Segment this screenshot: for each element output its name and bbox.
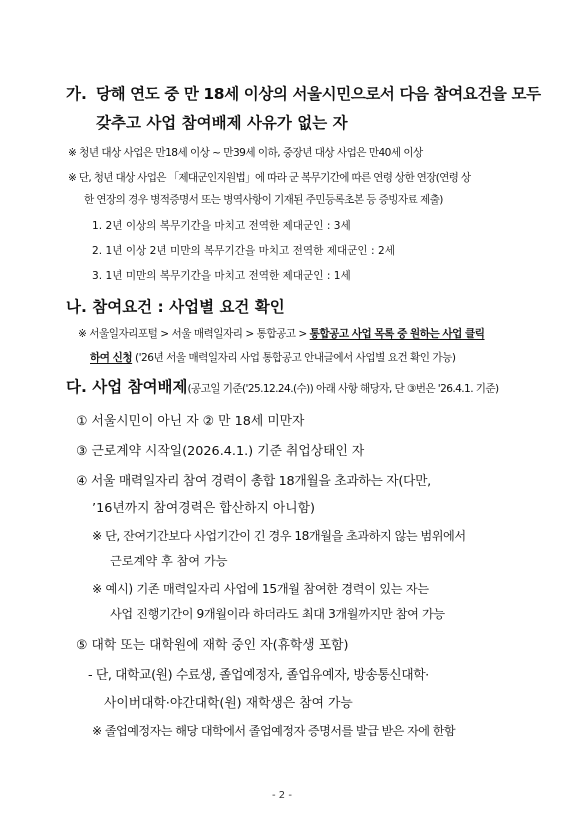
note-military-line2: 한 연장의 경우 병적증명서 또는 병역사항이 기재된 주민등록초본 등 증빙자료 제출): [84, 194, 443, 206]
section-da-title-bold: 다. 사업 참여배제: [66, 378, 188, 396]
military-item-2: 2. 1년 이상 2년 미만의 복무기간을 마치고 전역한 제대군인 : 2세: [92, 245, 395, 257]
apply-instruction-bold: 통합공고 사업 목록 중 원하는 사업 클릭: [309, 328, 485, 340]
portal-path: ※ 서울일자리포털 > 서울 매력일자리 > 통합공고 >: [78, 328, 310, 340]
item5-sub-line1: - 단, 대학교(원) 수료생, 졸업예정자, 졸업유예자, 방송통신대학·: [88, 668, 429, 683]
item5-sub-line2: 사이버대학·야간대학(원) 재학생은 참여 가능: [104, 696, 353, 711]
apply-note-suffix: ('26년 서울 매력일자리 사업 통합공고 안내글에서 사업별 요건 확인 가능): [132, 352, 456, 364]
item4-note1-line2: 근로계약 후 참여 가능: [110, 554, 228, 568]
section-ga-line1: 당해 연도 중 만 18세 이상의 서울시민으로서 다음 참여요건을 모두: [96, 85, 541, 103]
item5-note: ※ 졸업예정자는 해당 대학에서 졸업예정자 증명서를 발급 받은 자에 한함: [92, 724, 456, 738]
exclusion-item-4-line1: ④ 서울 매력일자리 참여 경력이 총합 18개월을 초과하는 자(다만,: [76, 474, 431, 489]
section-na-note-line1: [78, 326, 485, 341]
exclusion-item-1-2: ① 서울시민이 아닌 자 ② 만 18세 미만자: [76, 414, 305, 429]
exclusion-item-5: ⑤ 대학 또는 대학원에 재학 중인 자(휴학생 포함): [76, 638, 349, 653]
exclusion-item-3: ③ 근로계약 시작일(2026.4.1.) 기준 취업상태인 자: [76, 444, 365, 459]
apply-instruction-bold-2: 하여 신청: [90, 352, 133, 364]
note-military-line1: ※ 단, 청년 대상 사업은 「제대군인지원법」에 따라 군 복무기간에 따른 연령 상한 연장(연령 상: [68, 172, 471, 184]
section-da-title: [66, 375, 499, 397]
item4-note1-line1: ※ 단, 잔여기간보다 사업기간이 긴 경우 18개월을 초과하지 않는 범위에서: [92, 529, 466, 543]
item4-note2-line1: ※ 예시) 기존 매력일자리 사업에 15개월 참여한 경력이 있는 자는: [92, 582, 429, 596]
section-ga-marker: 가.: [66, 85, 87, 103]
military-item-1: 1. 2년 이상의 복무기간을 마치고 전역한 제대군인 : 3세: [92, 220, 351, 232]
exclusion-item-4-line2: ’16년까지 참여경력은 합산하지 아니함): [92, 501, 315, 516]
page-number: - 2 -: [272, 790, 292, 801]
note-youth-age: ※ 청년 대상 사업은 만18세 이상 ~ 만39세 이하, 중장년 대상 사업은 만40세 이상: [68, 147, 423, 159]
section-na-title: 나. 참여요건 : 사업별 요건 확인: [66, 298, 285, 316]
section-da-title-note: (공고일 기준('25.12.24.(수)) 아래 사항 해당자, 단 ③번은 '26.4.1. 기준): [187, 383, 499, 395]
section-ga-line2: 갖추고 사업 참여배제 사유가 없는 자: [96, 114, 348, 132]
item4-note2-line2: 사업 진행기간이 9개월이라 하더라도 최대 3개월까지만 참여 가능: [110, 607, 445, 621]
section-na-note-line2: [90, 350, 456, 365]
military-item-3: 3. 1년 미만의 복무기간을 마치고 전역한 제대군인 : 1세: [92, 270, 351, 282]
